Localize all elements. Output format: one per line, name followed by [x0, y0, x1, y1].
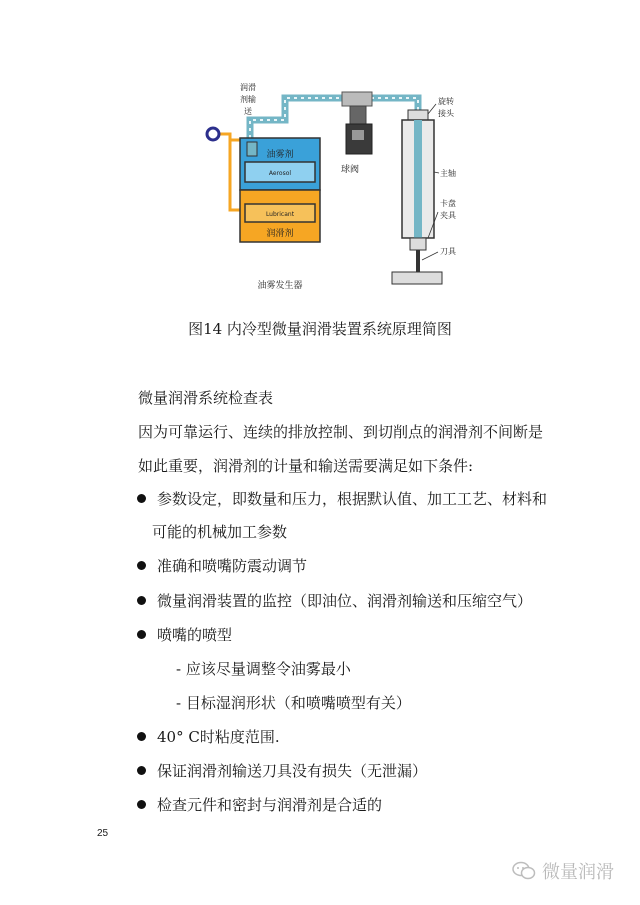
feed-pipe — [250, 98, 418, 138]
bullet-1-line-1: 参数设定，即数量和压力，根据默认值、加工工艺、材料和 — [157, 490, 548, 508]
feed-label-1: 润滑 — [240, 83, 256, 92]
bullet-1-line-2: 可能的机械加工参数 — [152, 523, 288, 541]
watermark — [512, 858, 614, 884]
bullet-3: 微量润滑装置的监控（即油位、润滑剂输送和压缩空气） — [157, 592, 533, 610]
intro-line-1: 因为可靠运行、连续的排放控制、到切削点的润滑剂不间断是 — [138, 423, 544, 441]
air-line — [219, 134, 242, 210]
chuck-label-1: 卡盘 — [440, 199, 456, 208]
lubricant-cn-label: 润滑剂 — [266, 229, 294, 239]
bullet-icon — [137, 732, 146, 741]
bullet-icon — [137, 561, 146, 570]
system-diagram — [190, 80, 460, 305]
diagram-svg — [190, 80, 460, 305]
bullet-icon — [137, 800, 146, 809]
chuck-label-2: 夹具 — [440, 211, 456, 220]
tool-label: 刀具 — [440, 247, 456, 256]
bullet-4: 喷嘴的喷型 — [157, 626, 233, 644]
workpiece — [392, 272, 442, 284]
figure-caption: 图14 内冷型微量润滑装置系统原理简图 — [188, 320, 452, 338]
generator-label: 油雾发生器 — [257, 281, 303, 291]
bullet-6: 保证润滑剂输送刀具没有损失（无泄漏） — [157, 762, 428, 780]
bullet-icon — [137, 494, 146, 503]
wechat-icon — [512, 861, 536, 881]
spindle-channel — [414, 120, 422, 238]
bullet-5: 40° C时粘度范围. — [157, 728, 280, 746]
air-inlet-icon — [207, 128, 219, 140]
bullet-icon — [137, 596, 146, 605]
watermark-text: 微量润滑 — [542, 862, 614, 883]
section-heading: 微量润滑系统检查表 — [138, 389, 274, 407]
sub-item-1: - 应该尽量调整令油雾最小 — [176, 660, 351, 678]
mist-label: 油雾剂 — [266, 150, 294, 160]
page-number: 25 — [97, 828, 109, 839]
feed-label-2: 剂输 — [240, 95, 256, 104]
rotary-label-1: 旋转 — [438, 97, 454, 106]
bullet-icon — [137, 766, 146, 775]
ball-valve-label: 球阀 — [340, 165, 360, 175]
bullet-7: 检查元件和密封与润滑剂是合适的 — [157, 796, 383, 814]
tool-icon — [416, 250, 420, 272]
intro-line-2: 如此重要，润滑剂的计量和输送需要满足如下条件: — [138, 457, 474, 475]
feed-label-3: 送 — [244, 107, 252, 116]
spindle-label: 主轴 — [440, 169, 456, 178]
bullet-2: 准确和喷嘴防震动调节 — [157, 557, 308, 575]
rotary-label-2: 接头 — [438, 109, 454, 118]
lubricant-label: Lubricant — [265, 211, 295, 218]
ball-valve-body — [342, 92, 372, 106]
aerosol-label: Aerosol — [268, 170, 292, 177]
sub-item-2: - 目标湿润形状（和喷嘴喷型有关） — [176, 694, 411, 712]
bullet-icon — [137, 630, 146, 639]
